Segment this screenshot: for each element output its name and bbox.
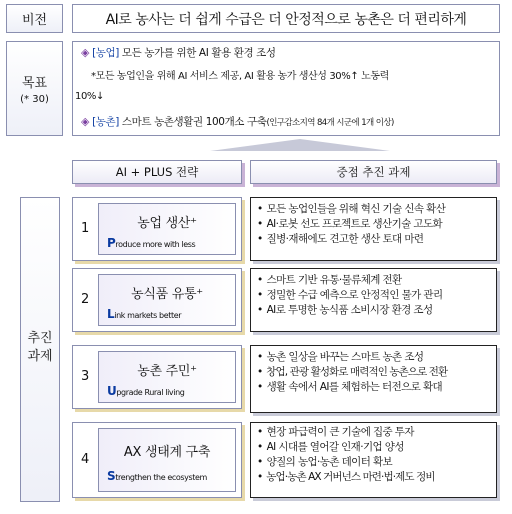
tasks-side-label: 추진 과제 bbox=[27, 331, 53, 364]
strategy-subtitle-rest: ink markets better bbox=[114, 311, 182, 320]
goal-agri-tag: [농업] bbox=[92, 47, 119, 59]
vision-label-box bbox=[6, 4, 63, 33]
strategy-subtitle-rest: trengthen the ecosystem bbox=[115, 473, 207, 482]
strategy-number: 2 bbox=[81, 292, 90, 307]
strategy-card bbox=[72, 197, 242, 261]
task-list bbox=[250, 422, 497, 498]
strategy-number: 3 bbox=[81, 369, 90, 384]
strategy-header bbox=[72, 160, 242, 184]
task-item: • 창업, 관광 활성화로 매력적인 농촌으로 전환 bbox=[257, 365, 490, 380]
task-list bbox=[250, 197, 497, 261]
strategy-title: 농촌 주민⁺ bbox=[137, 364, 197, 379]
task-item: • AI로 투명한 농식품 소비시장 환경 조성 bbox=[257, 303, 490, 318]
strategy-inner bbox=[98, 351, 236, 403]
strategy-subtitle-initial: P bbox=[107, 236, 116, 250]
strategy-number: 4 bbox=[81, 452, 90, 467]
goal-agri-text: 모든 농가를 위한 AI 활용 환경 조성 bbox=[121, 47, 276, 59]
task-item: • 양질의 농업·농촌 데이터 확보 bbox=[257, 455, 490, 470]
strategy-subtitle-initial: S bbox=[107, 469, 116, 483]
task-item: • 정밀한 수급 예측으로 안정적인 물가 관리 bbox=[257, 288, 490, 303]
task-item: • 모든 농업인들을 위해 혁신 기술 신속 확산 bbox=[257, 202, 490, 217]
task-item: • 농업·농촌 AX 거버넌스 마련·법·제도 정비 bbox=[257, 470, 490, 485]
goal-rural-text: 스마트 농촌생활권 100개소 구축 bbox=[121, 116, 267, 128]
goal-rural-note: (인구감소지역 84개 시군에 1개 이상) bbox=[266, 118, 394, 128]
strategy-subtitle bbox=[107, 307, 181, 321]
strategy-inner bbox=[98, 203, 236, 255]
strategy-header-text: AI + PLUS 전략 bbox=[115, 165, 199, 179]
strategy-title: AX 생태계 구축 bbox=[123, 445, 211, 460]
strategy-subtitle bbox=[107, 469, 207, 483]
tasks-side-label-box bbox=[20, 197, 60, 502]
task-item: • 스마트 기반 유통·물류체계 전환 bbox=[257, 273, 490, 288]
strategy-inner bbox=[98, 274, 236, 326]
strategy-subtitle bbox=[107, 236, 195, 250]
task-item: • AI·로봇 선도 프로젝트로 생산기술 고도화 bbox=[257, 217, 490, 232]
task-list bbox=[250, 268, 497, 332]
goal-label-box bbox=[6, 41, 63, 136]
diamond-icon: ◈ bbox=[81, 115, 90, 128]
strategy-number: 1 bbox=[81, 221, 90, 236]
strategy-subtitle-rest: roduce more with less bbox=[115, 240, 196, 249]
goal-rural-tag: [농촌] bbox=[92, 116, 119, 128]
vision-text: AI로 농사는 더 쉽게 수급은 더 안정적으로 농촌은 더 편리하게 bbox=[105, 11, 467, 28]
strategy-subtitle-rest: pgrade Rural living bbox=[116, 388, 185, 397]
strategy-inner bbox=[98, 428, 236, 492]
goal-rural-line bbox=[81, 114, 394, 129]
strategy-subtitle-initial: L bbox=[107, 307, 115, 321]
goal-agri-line bbox=[81, 45, 276, 60]
strategy-card bbox=[72, 422, 242, 498]
task-item: • AI 시대를 열어갈 인재·기업 양성 bbox=[257, 440, 490, 455]
task-item: • 농촌 일상을 바꾸는 스마트 농촌 조성 bbox=[257, 350, 490, 365]
strategy-title: 농식품 유통⁺ bbox=[131, 287, 203, 302]
strategy-card bbox=[72, 345, 242, 409]
strategy-title: 농업 생산⁺ bbox=[137, 216, 197, 231]
task-list bbox=[250, 345, 497, 413]
diamond-icon: ◈ bbox=[81, 46, 90, 59]
tasks-header bbox=[250, 160, 497, 184]
strategy-subtitle-initial: U bbox=[107, 384, 117, 398]
connector-arrow bbox=[210, 139, 390, 151]
goal-box bbox=[72, 41, 500, 136]
goal-agri-detail-2: 10%↓ bbox=[75, 91, 105, 102]
tasks-header-text: 중점 추진 과제 bbox=[336, 165, 411, 179]
task-item: • 현장 파급력이 큰 기술에 집중 투자 bbox=[257, 425, 490, 440]
task-item: • 생활 속에서 AI를 체험하는 터전으로 확대 bbox=[257, 380, 490, 395]
vision-label: 비전 bbox=[21, 13, 48, 28]
task-item: • 질병·재해에도 견고한 생산 토대 마련 bbox=[257, 232, 490, 247]
vision-box bbox=[72, 4, 500, 33]
goal-label: 목표 bbox=[21, 76, 48, 91]
strategy-card bbox=[72, 268, 242, 332]
strategy-subtitle bbox=[107, 384, 184, 398]
goal-label-sub: (* 30) bbox=[20, 94, 49, 105]
goal-agri-detail-1: *모든 농업인을 위해 AI 서비스 제공, AI 활용 농가 생산성 30%↑ 노동력 bbox=[91, 71, 389, 82]
